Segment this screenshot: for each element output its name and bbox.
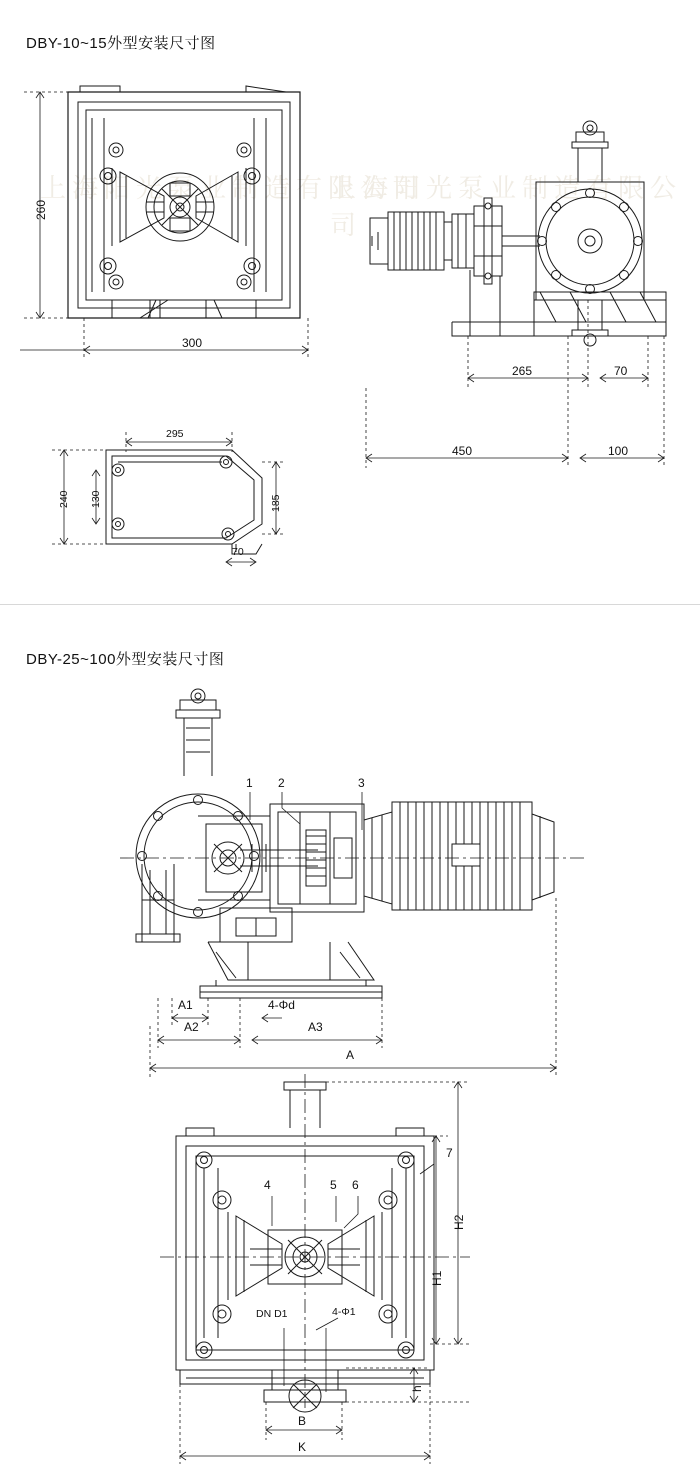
dim-label-100: 100 <box>608 444 629 458</box>
dim-label-h1: H1 <box>430 1270 444 1286</box>
dim-label-265: 265 <box>512 364 533 378</box>
top-view-dim-70b <box>226 558 256 566</box>
assembly-side-callouts <box>250 792 362 830</box>
section-dby-10-15 <box>0 0 700 608</box>
side-view-body <box>370 121 666 346</box>
section-2-drawing <box>0 608 700 1472</box>
dim-label-a2: A2 <box>184 1020 199 1034</box>
front-view-dim-300 <box>20 318 308 360</box>
section-dby-25-100 <box>0 608 700 1472</box>
front-view-body <box>68 86 300 318</box>
side-view-dim-70 <box>600 336 648 388</box>
dim-label-h2: H2 <box>452 1214 466 1230</box>
section-2-title: DBY-25~100外型安装尺寸图 <box>26 651 225 668</box>
dim-label-130: 130 <box>90 490 102 508</box>
callout-part-5: 5 <box>330 1178 337 1192</box>
watermark-1: 上海阳光泵业制造有限公司 <box>40 173 425 203</box>
dim-label-185: 185 <box>270 494 282 512</box>
dim-label-dn-d1: DN D1 <box>256 1308 288 1320</box>
dim-label-a: A <box>346 1048 355 1062</box>
section-1-drawing <box>0 0 700 608</box>
callout-part-1: 1 <box>246 776 253 790</box>
dim-label-4-phi-d: 4-Φd <box>268 998 295 1012</box>
callout-part-6: 6 <box>352 1178 359 1192</box>
callout-part-4: 4 <box>264 1178 271 1192</box>
dim-label-a1: A1 <box>178 998 193 1012</box>
assembly-front-dims <box>180 1082 470 1464</box>
dim-label-295: 295 <box>166 428 184 440</box>
dim-label-300: 300 <box>182 336 203 350</box>
top-view-body <box>106 450 262 554</box>
dim-label-b: B <box>298 1414 307 1428</box>
dim-label-a3: A3 <box>308 1020 323 1034</box>
callout-part-7: 7 <box>446 1146 453 1160</box>
callout-part-2: 2 <box>278 776 285 790</box>
dim-label-70: 70 <box>614 364 628 378</box>
callout-part-3: 3 <box>358 776 365 790</box>
dim-label-4-phi-1: 4-Φ1 <box>332 1306 356 1318</box>
section-divider <box>0 604 700 605</box>
assembly-front-callouts <box>272 1164 434 1228</box>
dim-label-450: 450 <box>452 444 473 458</box>
dim-label-240: 240 <box>58 490 70 508</box>
dim-label-h: h <box>410 1385 424 1392</box>
assembly-side-view-body <box>120 689 586 998</box>
dim-label-70b: 70 <box>232 546 244 558</box>
dim-label-k: K <box>298 1440 307 1454</box>
section-1-title: DBY-10~15外型安装尺寸图 <box>26 35 216 52</box>
dim-label-260: 260 <box>34 199 48 220</box>
assembly-front-view-body <box>160 1074 470 1412</box>
watermark-2: 上海阳光泵业制造有限公司 <box>330 173 683 240</box>
